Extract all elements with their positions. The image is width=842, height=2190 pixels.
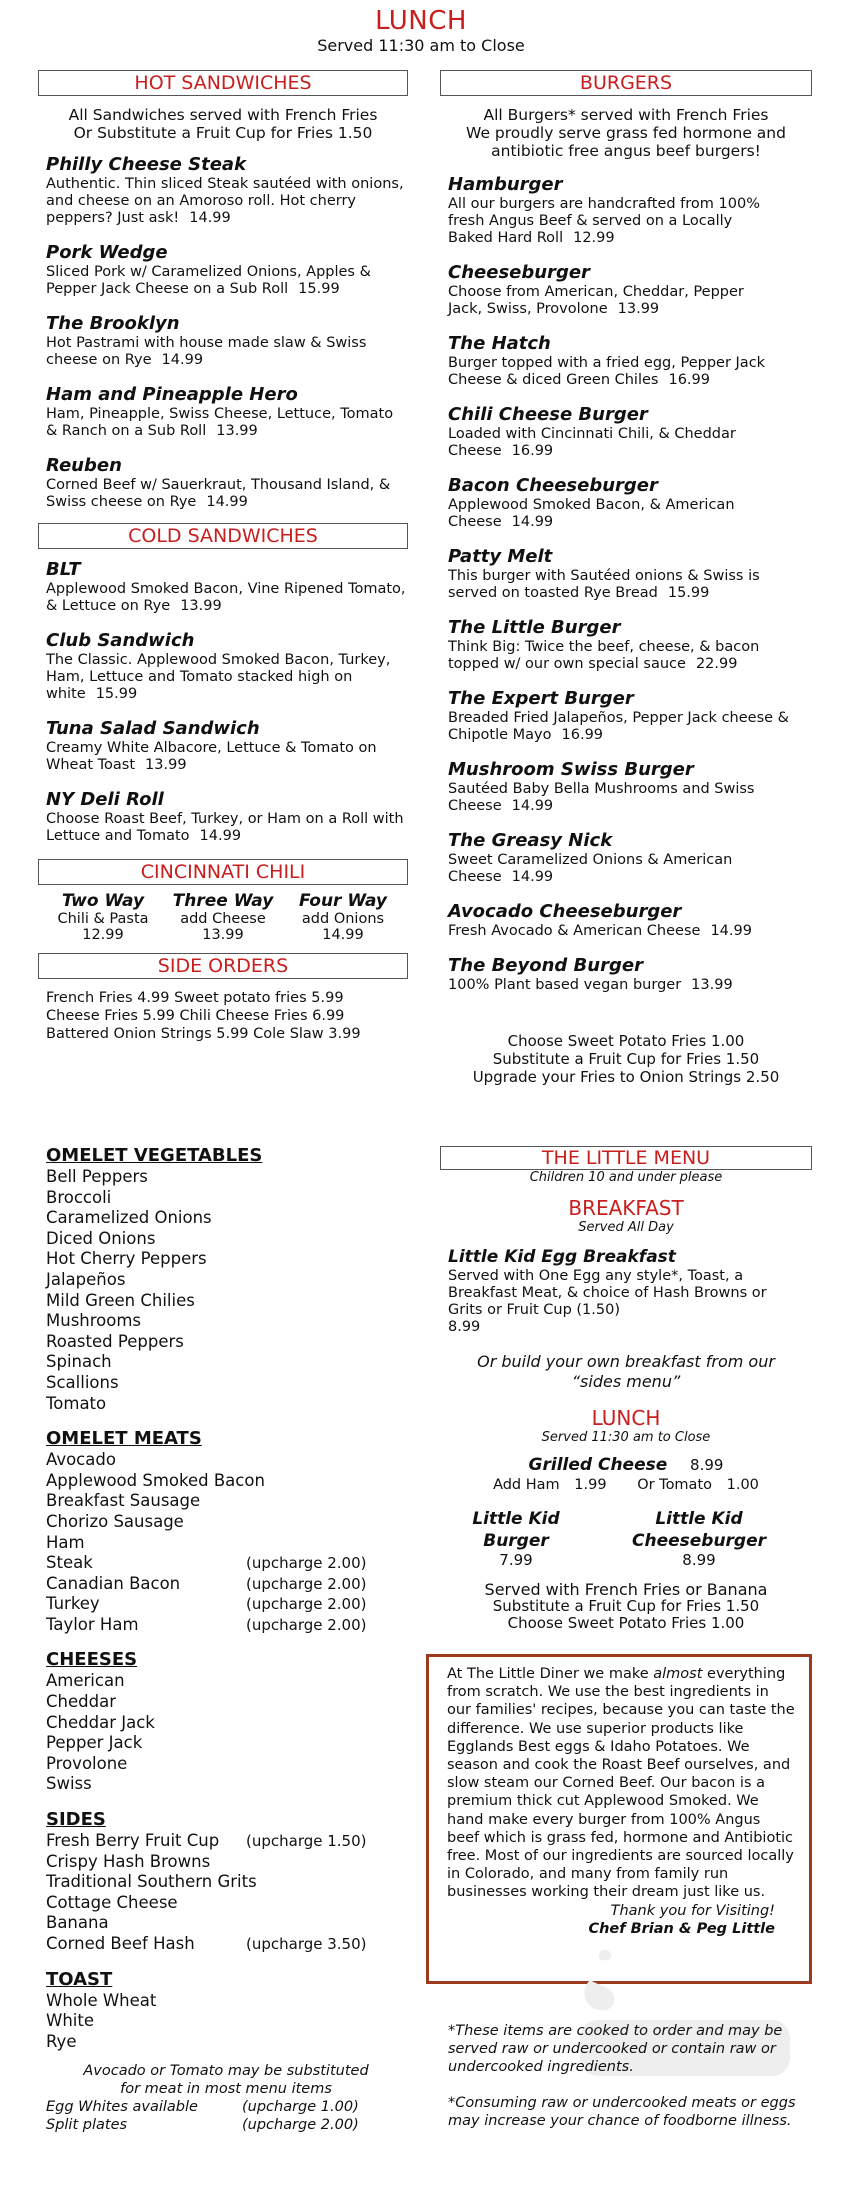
menu-item bbox=[38, 718, 408, 774]
menu-item bbox=[38, 242, 408, 298]
item-desc: Fresh Avocado & American Cheese 14.99 bbox=[448, 923, 752, 939]
sides-list bbox=[46, 1831, 406, 1955]
menu-item bbox=[440, 901, 812, 940]
little-menu-subtitle: Children 10 and under please bbox=[529, 1170, 723, 1185]
kids-burger: Little Kid Burger 7.99 bbox=[472, 1509, 560, 1569]
item-desc: Choose Roast Beef, Turkey, or Ham on a Roll with Lettuce and Tomato 14.99 bbox=[46, 811, 404, 844]
item-name: Avocado Cheeseburger bbox=[448, 901, 682, 922]
item-desc: Sweet Caramelized Onions & American Cheese 14.99 bbox=[448, 852, 733, 885]
grilled-cheese-addons: Add Ham 1.99 Or Tomato 1.00 bbox=[493, 1477, 759, 1493]
page-header bbox=[0, 6, 842, 56]
item-price: 22.99 bbox=[695, 656, 738, 672]
kids-lunch-sides-note: Served with French Fries or Banana Substitute a Fruit Cup for Fries 1.50 Choose Sweet Potato Fries 1.00 bbox=[484, 1580, 768, 1632]
menu-item bbox=[38, 313, 408, 369]
toast-list bbox=[46, 1991, 406, 2053]
item-name: Cheeseburger bbox=[448, 262, 590, 283]
thank-you-text: Thank you for Visiting! bbox=[610, 1902, 775, 1919]
item-price: 14.99 bbox=[511, 798, 554, 814]
menu-item bbox=[440, 404, 812, 460]
item-desc: Think Big: Twice the beef, cheese, & bacon topped w/ our own special sauce 22.99 bbox=[448, 639, 760, 672]
food-safety-disclaimer: *These items are cooked to order and may be served raw or undercooked or contain raw or undercooked ingredients. *Consuming raw or undercooked meats or eggs may increase your chance of foodborne illness. bbox=[448, 2023, 796, 2129]
list-item: Chorizo Sausage bbox=[46, 1511, 184, 1531]
item-name: Tuna Salad Sandwich bbox=[46, 718, 260, 739]
burger-upgrades: Choose Sweet Potato Fries 1.00 Substitute a Fruit Cup for Fries 1.50 Upgrade your Fries to Onion Strings 2.50 bbox=[472, 1032, 780, 1086]
chili-option: Two Way Chili & Pasta 12.99 bbox=[57, 891, 149, 943]
item-name: The Brooklyn bbox=[46, 313, 180, 334]
item-name: Hamburger bbox=[448, 174, 563, 195]
menu-item bbox=[38, 559, 408, 615]
split-plates-note: Split plates (upcharge 2.00) bbox=[46, 2117, 359, 2134]
list-item: Diced Onions bbox=[46, 1228, 156, 1248]
list-item: White bbox=[46, 2011, 94, 2031]
menu-item bbox=[440, 617, 812, 673]
item-name: Pork Wedge bbox=[46, 242, 168, 263]
item-price: 8.99 bbox=[448, 1319, 481, 1335]
kids-breakfast-title: BREAKFAST bbox=[568, 1196, 684, 1220]
item-price: 14.99 bbox=[710, 923, 752, 939]
hot-sandwiches-list bbox=[38, 154, 408, 511]
list-item: Roasted Peppers bbox=[46, 1331, 184, 1351]
menu-item bbox=[440, 688, 812, 744]
item-name: The Greasy Nick bbox=[448, 830, 613, 851]
item-name: Little Kid Egg Breakfast bbox=[448, 1247, 676, 1267]
cheeses-list bbox=[46, 1671, 406, 1795]
menu-item bbox=[38, 789, 408, 845]
item-name: Reuben bbox=[46, 455, 122, 476]
item-price: 14.99 bbox=[511, 514, 554, 530]
omelet-vegetables-list bbox=[46, 1167, 406, 1414]
page-subtitle: Served 11:30 am to Close bbox=[317, 36, 525, 55]
menu-item bbox=[38, 455, 408, 511]
menu-item bbox=[38, 154, 408, 227]
burgers-column bbox=[440, 70, 812, 1086]
burgers-list bbox=[440, 174, 812, 994]
item-price: 13.99 bbox=[617, 301, 660, 317]
signature: Chef Brian & Peg Little bbox=[588, 1920, 775, 1937]
cold-sandwiches-list bbox=[38, 559, 408, 845]
list-item: Spinach bbox=[46, 1352, 112, 1372]
list-item: Crispy Hash Browns bbox=[46, 1851, 211, 1871]
item-price: 15.99 bbox=[667, 585, 710, 601]
item-desc: Sautéed Baby Bella Mushrooms and Swiss Cheese 14.99 bbox=[448, 781, 755, 814]
item-price: 13.99 bbox=[180, 598, 222, 614]
item-price: 16.99 bbox=[511, 443, 554, 459]
list-item: Banana bbox=[46, 1913, 109, 1933]
item-desc: All our burgers are handcrafted from 100% fresh Angus Beef & served on a Locally Baked Hard Roll 12.99 bbox=[448, 196, 760, 246]
list-item: Whole Wheat bbox=[46, 1990, 157, 2010]
chili-option: Four Way add Onions 14.99 bbox=[298, 891, 387, 943]
menu-item bbox=[440, 759, 812, 815]
item-desc: Sliced Pork w/ Caramelized Onions, Apples & Pepper Jack Cheese on a Sub Roll 15.99 bbox=[46, 264, 371, 297]
list-item: Turkey (upcharge 2.00) bbox=[46, 1594, 367, 1614]
omelet-meats-title: OMELET MEATS bbox=[46, 1428, 202, 1450]
item-name: The Beyond Burger bbox=[448, 955, 643, 976]
menu-item bbox=[38, 630, 408, 703]
item-price: 13.99 bbox=[691, 977, 733, 993]
list-item: Bell Peppers bbox=[46, 1167, 148, 1186]
list-item: Provolone bbox=[46, 1753, 128, 1773]
list-item: Cheddar Jack bbox=[46, 1712, 155, 1732]
kids-lunch-title: LUNCH bbox=[591, 1406, 661, 1430]
cincinnati-chili-title: CINCINNATI CHILI bbox=[38, 859, 408, 885]
cheeses-title: CHEESES bbox=[46, 1649, 138, 1671]
burgers-note: All Burgers* served with French Fries We proudly serve grass fed hormone and antibiotic free angus beef burgers! bbox=[466, 106, 786, 160]
item-price: 16.99 bbox=[561, 727, 604, 743]
item-price: 13.99 bbox=[216, 423, 258, 439]
item-price: 14.99 bbox=[161, 352, 204, 368]
list-item: Tomato bbox=[46, 1393, 107, 1413]
list-item: Ham bbox=[46, 1532, 85, 1552]
list-item: American bbox=[46, 1671, 125, 1691]
list-item: Taylor Ham (upcharge 2.00) bbox=[46, 1614, 367, 1634]
list-item: Canadian Bacon (upcharge 2.00) bbox=[46, 1573, 367, 1593]
item-desc: Ham, Pineapple, Swiss Cheese, Lettuce, Tomato & Ranch on a Sub Roll 13.99 bbox=[46, 406, 394, 439]
list-item: Applewood Smoked Bacon bbox=[46, 1470, 265, 1490]
item-price: 15.99 bbox=[298, 281, 340, 297]
chili-option: Three Way add Cheese 13.99 bbox=[172, 891, 274, 943]
about-text: At The Little Diner we make almost everything from scratch. We use the best ingredients in our families' recipes, because you can taste the difference. We use superior products like Egglands Best eggs & Idaho Potatoes. We season and cook the Roast Beef ourselves, and slow steam our Corned Beef. Our bacon is a premium thick cut Applewood Smoked. We hand make every burger from 100% Angus beef which is grass fed, hormone and Antibiotic free. Most of our ingredients are sourced locally in Colorado, and many from family run businesses working their dream just like us. bbox=[447, 1666, 795, 1901]
item-desc: This burger with Sautéed onions & Swiss is served on toasted Rye Bread 15.99 bbox=[448, 568, 760, 601]
menu-item bbox=[440, 830, 812, 886]
item-desc: Authentic. Thin sliced Steak sautéed with onions, and cheese on an Amoroso roll. Hot cherry peppers? Just ask! 14.99 bbox=[46, 176, 404, 226]
side-orders-title: SIDE ORDERS bbox=[38, 953, 408, 979]
list-item: Swiss bbox=[46, 1774, 92, 1794]
kids-lunch-subtitle: Served 11:30 am to Close bbox=[541, 1430, 711, 1445]
item-name: BLT bbox=[46, 559, 81, 580]
side-orders-list: French Fries 4.99 Sweet potato fries 5.99 Cheese Fries 5.99 Chili Cheese Fries 6.99 Battered Onion Strings 5.99 Cole Slaw 3.99 bbox=[46, 990, 361, 1042]
item-desc: The Classic. Applewood Smoked Bacon, Turkey, Ham, Lettuce and Tomato stacked high on white 15.99 bbox=[46, 652, 391, 702]
omelet-options-column bbox=[46, 1145, 406, 2134]
item-desc: Burger topped with a fried egg, Pepper Jack Cheese & diced Green Chiles 16.99 bbox=[448, 355, 766, 388]
item-name: Bacon Cheeseburger bbox=[448, 475, 658, 496]
hot-sandwiches-title: HOT SANDWICHES bbox=[38, 70, 408, 96]
list-item: Breakfast Sausage bbox=[46, 1491, 201, 1511]
item-price: 16.99 bbox=[668, 372, 710, 388]
kids-breakfast-subtitle: Served All Day bbox=[578, 1220, 674, 1235]
list-item: Mushrooms bbox=[46, 1311, 142, 1331]
item-desc: Corned Beef w/ Sauerkraut, Thousand Island, & Swiss cheese on Rye 14.99 bbox=[46, 477, 391, 510]
item-name: Mushroom Swiss Burger bbox=[448, 759, 694, 780]
item-name: NY Deli Roll bbox=[46, 789, 164, 810]
item-desc: 100% Plant based vegan burger 13.99 bbox=[448, 977, 733, 993]
item-name: The Hatch bbox=[448, 333, 551, 354]
item-price: 14.99 bbox=[199, 828, 242, 844]
item-price: 14.99 bbox=[189, 210, 231, 226]
list-item: Avocado bbox=[46, 1450, 116, 1470]
menu-item bbox=[440, 1246, 812, 1336]
menu-item bbox=[38, 384, 408, 440]
lunch-left-column bbox=[38, 70, 408, 1043]
item-desc: Applewood Smoked Bacon, & American Cheese 14.99 bbox=[448, 497, 735, 530]
list-item: Broccoli bbox=[46, 1187, 112, 1207]
burgers-title: BURGERS bbox=[440, 70, 812, 96]
little-menu-column bbox=[440, 1146, 812, 1632]
item-desc: Creamy White Albacore, Lettuce & Tomato on Wheat Toast 13.99 bbox=[46, 740, 377, 773]
item-desc: Loaded with Cincinnati Chili, & Cheddar Cheese 16.99 bbox=[448, 426, 736, 459]
list-item: Rye bbox=[46, 2031, 77, 2051]
kids-burgers-row bbox=[440, 1508, 812, 1569]
item-desc: Choose from American, Cheddar, Pepper Jack, Swiss, Provolone 13.99 bbox=[448, 284, 744, 317]
item-price: 12.99 bbox=[573, 230, 615, 246]
sides-title: SIDES bbox=[46, 1809, 106, 1831]
list-item: Scallions bbox=[46, 1372, 119, 1392]
list-item: Caramelized Onions bbox=[46, 1208, 212, 1228]
item-desc: Hot Pastrami with house made slaw & Swiss cheese on Rye 14.99 bbox=[46, 335, 367, 368]
chili-options bbox=[38, 891, 408, 943]
omelet-vegetables-title: OMELET VEGETABLES bbox=[46, 1145, 263, 1166]
item-name: Ham and Pineapple Hero bbox=[46, 384, 298, 405]
omelet-meats-list bbox=[46, 1450, 406, 1635]
menu-item bbox=[440, 333, 812, 389]
list-item: Steak (upcharge 2.00) bbox=[46, 1553, 367, 1573]
item-price: 13.99 bbox=[145, 757, 187, 773]
substitution-note: Avocado or Tomato may be substituted for meat in most menu items bbox=[83, 2063, 369, 2098]
item-name: The Expert Burger bbox=[448, 688, 634, 709]
menu-item bbox=[440, 475, 812, 531]
item-name: Club Sandwich bbox=[46, 630, 195, 651]
menu-item bbox=[440, 955, 812, 994]
list-item: Cheddar bbox=[46, 1692, 116, 1712]
little-menu-title: THE LITTLE MENU bbox=[440, 1146, 812, 1170]
hot-sandwiches-note: All Sandwiches served with French Fries Or Substitute a Fruit Cup for Fries 1.50 bbox=[68, 106, 378, 142]
menu-item bbox=[440, 546, 812, 602]
item-price: 15.99 bbox=[95, 686, 138, 702]
list-item: Cottage Cheese bbox=[46, 1892, 178, 1912]
item-desc: Breaded Fried Jalapeños, Pepper Jack cheese & Chipotle Mayo 16.99 bbox=[448, 710, 789, 743]
list-item: Fresh Berry Fruit Cup (upcharge 1.50) bbox=[46, 1831, 367, 1851]
menu-item bbox=[440, 174, 812, 247]
kids-cheeseburger: Little Kid Cheeseburger 8.99 bbox=[631, 1509, 767, 1569]
item-name: Chili Cheese Burger bbox=[448, 404, 648, 425]
list-item: Pepper Jack bbox=[46, 1733, 143, 1753]
about-box bbox=[426, 1654, 812, 1984]
cold-sandwiches-title: COLD SANDWICHES bbox=[38, 523, 408, 549]
page-title: LUNCH bbox=[375, 6, 467, 36]
build-your-own-note: Or build your own breakfast from our “sides menu” bbox=[477, 1352, 775, 1391]
item-price: 14.99 bbox=[206, 494, 248, 510]
list-item: Jalapeños bbox=[46, 1269, 126, 1289]
item-desc: Served with One Egg any style*, Toast, a Breakfast Meat, & choice of Hash Browns or Grits or Fruit Cup (1.50) bbox=[448, 1268, 767, 1318]
menu-item bbox=[440, 262, 812, 318]
list-item: Mild Green Chilies bbox=[46, 1290, 195, 1310]
list-item: Traditional Southern Grits bbox=[46, 1872, 257, 1892]
list-item: Hot Cherry Peppers bbox=[46, 1249, 207, 1269]
item-name: Philly Cheese Steak bbox=[46, 154, 247, 175]
egg-whites-note: Egg Whites available (upcharge 1.00) bbox=[46, 2099, 359, 2116]
grilled-cheese-row: Grilled Cheese 8.99 bbox=[528, 1455, 724, 1475]
item-price: 14.99 bbox=[511, 869, 554, 885]
toast-title: TOAST bbox=[46, 1968, 113, 1990]
list-item: Corned Beef Hash (upcharge 3.50) bbox=[46, 1934, 367, 1953]
item-name: The Little Burger bbox=[448, 617, 621, 638]
item-desc: Applewood Smoked Bacon, Vine Ripened Tomato, & Lettuce on Rye 13.99 bbox=[46, 581, 406, 614]
item-name: Patty Melt bbox=[448, 546, 553, 567]
